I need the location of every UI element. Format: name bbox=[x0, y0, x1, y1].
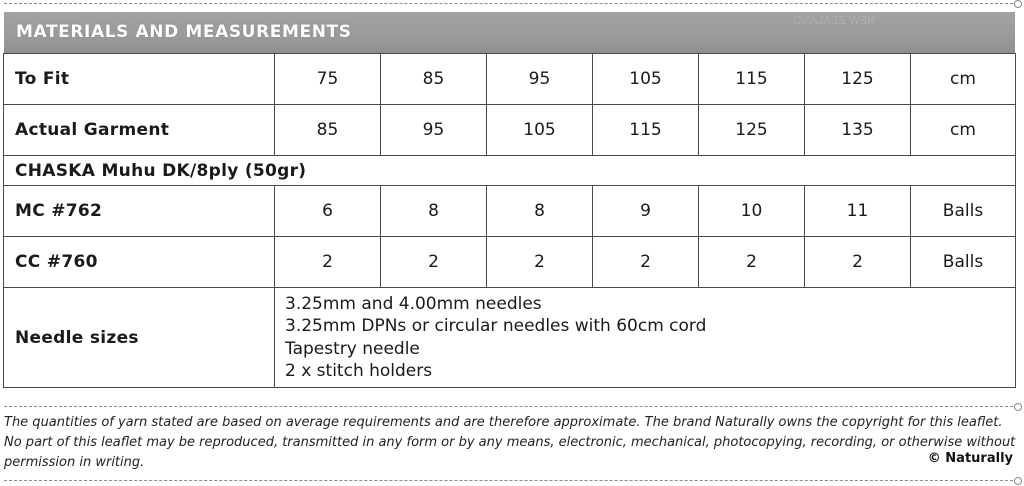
unit-cell: cm bbox=[911, 105, 1016, 156]
materials-table bbox=[3, 53, 1016, 388]
disclaimer-text: The quantities of yarn stated are based on average requirements and are therefore approximate. The brand Naturally owns the copyright for this leaflet. No part of this leaflet may be reproduced, transmitted in any form or by any means, electronic, mechanical, photocopying, recording, or otherwise without permission in writing. bbox=[4, 415, 1016, 470]
table-cell: 85 bbox=[381, 54, 487, 105]
top-divider bbox=[4, 3, 1018, 4]
table-cell: 135 bbox=[805, 105, 911, 156]
table-row bbox=[4, 105, 1016, 156]
table-cell: 9 bbox=[593, 186, 699, 237]
table-cell: 2 bbox=[593, 237, 699, 288]
unit-cell: Balls bbox=[911, 237, 1016, 288]
table-cell: 105 bbox=[593, 54, 699, 105]
table-cell: 8 bbox=[487, 186, 593, 237]
table-row bbox=[4, 186, 1016, 237]
row-label: To Fit bbox=[4, 54, 275, 105]
row-label: Actual Garment bbox=[4, 105, 275, 156]
table-cell: 115 bbox=[593, 105, 699, 156]
section-title: MATERIALS AND MEASUREMENTS bbox=[16, 22, 352, 42]
table-cell: 6 bbox=[275, 186, 381, 237]
table-cell: 2 bbox=[381, 237, 487, 288]
table-cell: 2 bbox=[699, 237, 805, 288]
row-label: CC #760 bbox=[4, 237, 275, 288]
table-cell: 95 bbox=[487, 54, 593, 105]
row-label: MC #762 bbox=[4, 186, 275, 237]
table-row bbox=[4, 288, 1016, 388]
unit-cell: Balls bbox=[911, 186, 1016, 237]
table-cell: 10 bbox=[699, 186, 805, 237]
table-cell: 95 bbox=[381, 105, 487, 156]
table-cell: 115 bbox=[699, 54, 805, 105]
unit-cell: cm bbox=[911, 54, 1016, 105]
table-cell: 2 bbox=[487, 237, 593, 288]
table-cell: 11 bbox=[805, 186, 911, 237]
divider-end-dot bbox=[1014, 0, 1022, 8]
copyright-notice: © Naturally bbox=[927, 451, 1013, 466]
table-cell: 2 bbox=[805, 237, 911, 288]
needle-item: 3.25mm DPNs or circular needles with 60cm cord bbox=[285, 316, 707, 336]
table-cell: 75 bbox=[275, 54, 381, 105]
yarn-heading: CHASKA Muhu DK/8ply (50gr) bbox=[4, 156, 1016, 186]
ghost-text: NEW ZEALAND bbox=[792, 14, 875, 27]
table-cell: 8 bbox=[381, 186, 487, 237]
bottom-divider bbox=[4, 480, 1018, 481]
needle-list bbox=[275, 288, 1016, 388]
divider-end-dot bbox=[1014, 477, 1022, 485]
table-cell: 85 bbox=[275, 105, 381, 156]
needle-item: 2 x stitch holders bbox=[285, 361, 433, 381]
middle-divider bbox=[4, 406, 1018, 407]
needle-item: 3.25mm and 4.00mm needles bbox=[285, 293, 542, 314]
table-cell: 2 bbox=[275, 237, 381, 288]
table-cell: 125 bbox=[699, 105, 805, 156]
table-row bbox=[4, 237, 1016, 288]
table-row bbox=[4, 54, 1016, 105]
needle-item: Tapestry needle bbox=[285, 338, 420, 359]
table-row bbox=[4, 156, 1016, 186]
section-header bbox=[4, 12, 1015, 54]
table-cell: 105 bbox=[487, 105, 593, 156]
table-cell: 125 bbox=[805, 54, 911, 105]
row-label: Needle sizes bbox=[4, 288, 275, 388]
divider-end-dot bbox=[1014, 403, 1022, 411]
